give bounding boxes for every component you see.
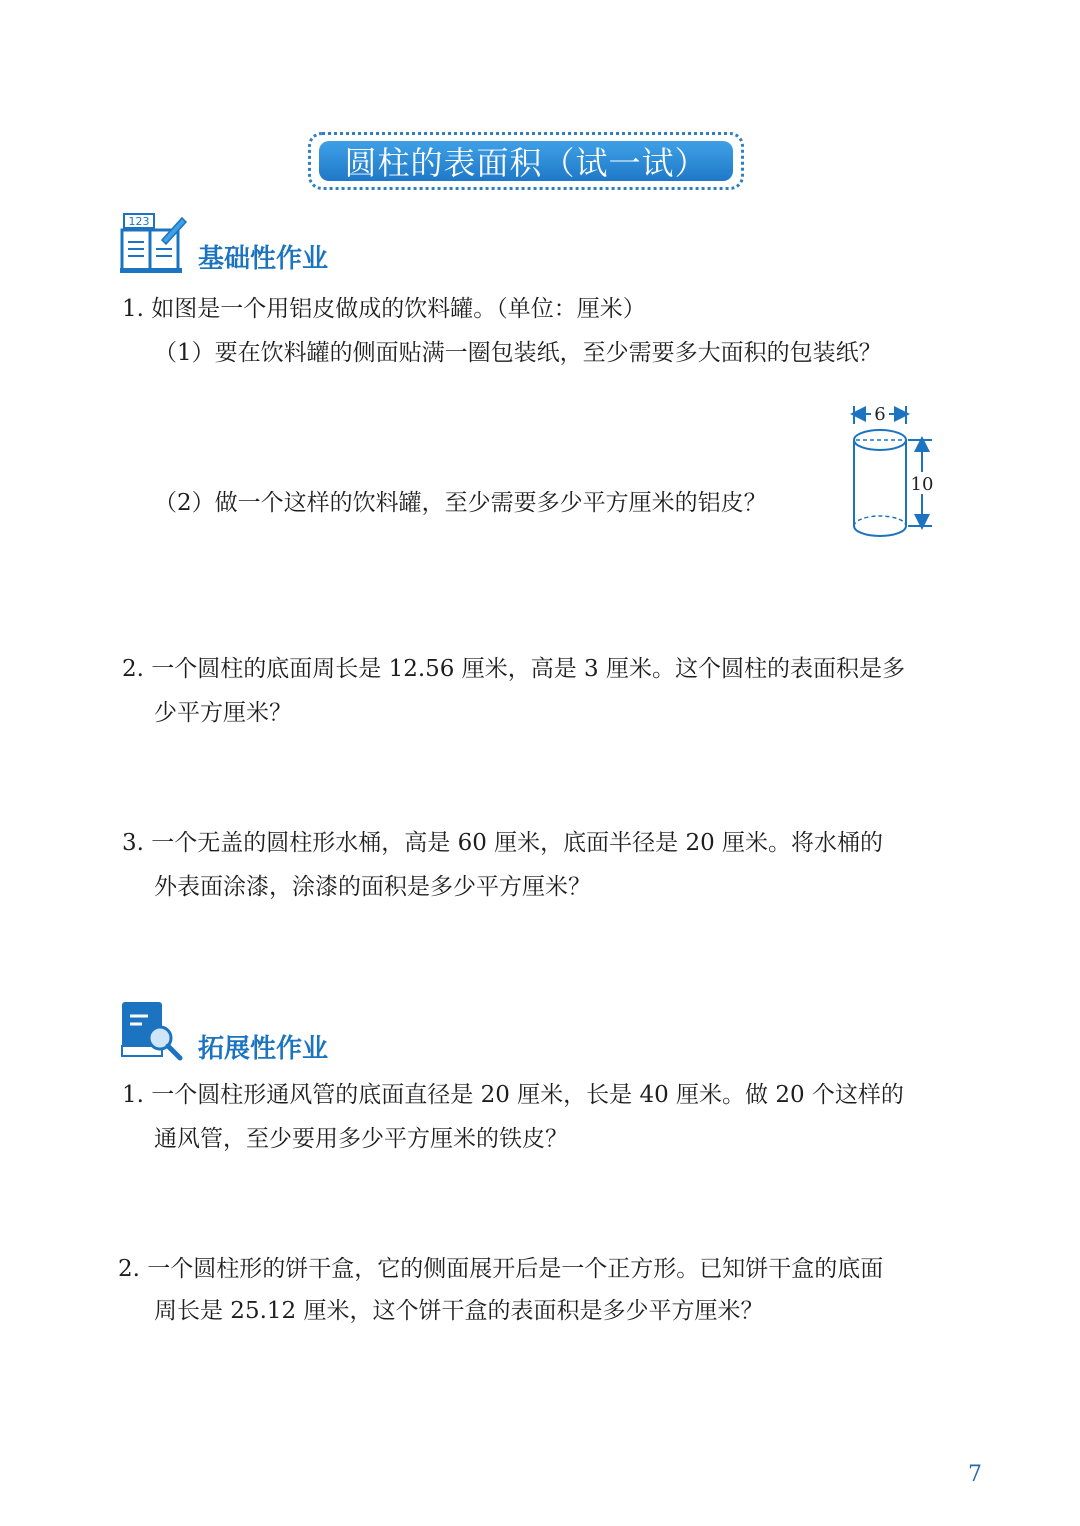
ext-question-2-line-2: 周长是 25.12 厘米，这个饼干盒的表面积是多少平方厘米？: [154, 1298, 764, 1324]
question-3-line-2: 外表面涂漆，涂漆的面积是多少平方厘米？: [154, 874, 591, 900]
ext-question-1-line-1: 1. 一个圆柱形通风管的底面直径是 20 厘米，长是 40 厘米。做 20 个这样的: [122, 1082, 904, 1108]
page-number: 7: [968, 1462, 982, 1487]
question-3-line-1: 3. 一个无盖的圆柱形水桶，高是 60 厘米，底面半径是 20 厘米。将水桶的: [122, 830, 884, 856]
ext-question-2-line-1: 2. 一个圆柱形的饼干盒，它的侧面展开后是一个正方形。已知饼干盒的底面: [118, 1256, 884, 1282]
ext-question-1-line-2: 通风管，至少要用多少平方厘米的铁皮？: [154, 1126, 568, 1152]
book-pen-icon: [118, 212, 188, 274]
question-2-line-2: 少平方厘米？: [154, 700, 292, 726]
height-label: 10: [910, 474, 934, 495]
page-title: 圆柱的表面积（试一试）: [344, 144, 708, 182]
book-magnifier-icon: [118, 1000, 188, 1062]
question-2-line-1: 2. 一个圆柱的底面周长是 12.56 厘米，高是 3 厘米。这个圆柱的表面积是多: [122, 656, 905, 682]
section-title-basic: 基础性作业: [198, 244, 329, 274]
title-banner: [308, 132, 744, 190]
diameter-label: 6: [874, 404, 886, 425]
icon-123-text: 123: [128, 215, 150, 228]
section-title-extended: 拓展性作业: [198, 1034, 329, 1064]
cylinder-figure: [846, 402, 936, 542]
question-1-part-1: （1）要在饮料罐的侧面贴满一圈包装纸，至少需要多大面积的包装纸？: [154, 340, 882, 366]
question-1-part-2: （2）做一个这样的饮料罐，至少需要多少平方厘米的铝皮？: [154, 490, 767, 516]
question-1-line-1: 1. 如图是一个用铝皮做成的饮料罐。（单位：厘米）: [122, 296, 646, 322]
